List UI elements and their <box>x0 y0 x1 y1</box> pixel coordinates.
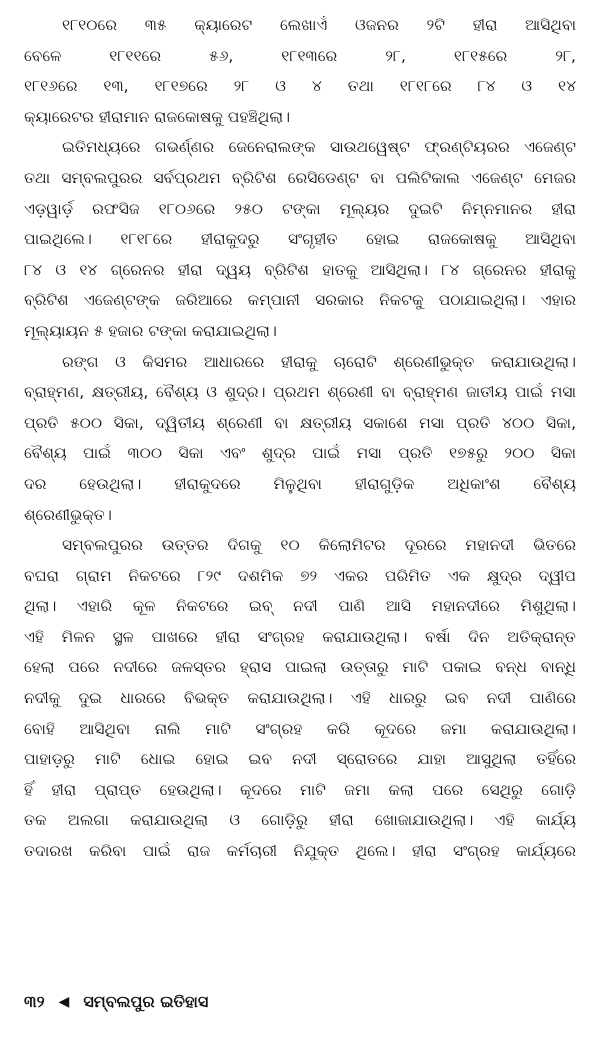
text-line: ବୈଶ୍ୟ ପାଇଁ ୩୦୦ ସିକା ଏବଂ ଶୁଦ୍ର ପାଇଁ ମସା ପ୍ରତି ୧୭୫ରୁ ୨୦୦ ସିକା <box>24 444 576 463</box>
paragraph-collection-site <box>24 530 576 867</box>
text-line: ବୋହି ଆସିଥିବା ନାଲି ମାଟି ସଂଗ୍ରହ କରି କୂଦରେ ଜମା କରାଯାଉଥିଲା। <box>24 719 576 738</box>
text-line: ସମ୍ବଲପୁରର ଉତ୍ତର ଦିଗକୁ ୧୦ କିଲୋମିଟର ଦୂରରେ ମହାନଦୀ ଭିତରେ <box>62 536 576 555</box>
text-line: ପାହାଡ଼ରୁ ମାଟି ଧୋଇ ହୋଇ ଇବ ନଦୀ ସ୍ରୋତରେ ଯାହା ଆସୁଥିଲା ତହିଁରେ <box>24 750 576 769</box>
page-number: ୩୨ <box>24 992 45 1011</box>
text-line: ପ୍ରତି ୫୦୦ ସିକା, ଦ୍ୱିତୀୟ ଶ୍ରେଣୀ ବା କ୍ଷତ୍ରୀୟ ସକାଶେ ମସା ପ୍ରତି ୪୦୦ ସିକା, <box>24 413 576 432</box>
paragraph-diamond-classes <box>24 347 576 531</box>
text-line: ୧୮୧୦ରେ ୩୫ କ୍ୟାରେଟ ଲେଖାଏଁ ଓଜନର ୨ଟି ହୀରା ଆସିଥିବା <box>62 16 576 34</box>
text-line: ୧୮୧୬ରେ ୧୩, ୧୮୧୭ରେ ୨୮ ଓ ୪ ତଥା ୧୮୧୮ରେ ୮୪ ଓ ୧୪ <box>24 77 576 96</box>
text-line: ବ୍ରାହ୍ମଣ, କ୍ଷତ୍ରୀୟ, ବୈଶ୍ୟ ଓ ଶୁଦ୍ର। ପ୍ରଥମ ଶ୍ରେଣୀ ବା ବ୍ରାହ୍ମଣ ଜାତୀୟ ପାଇଁ ମସା <box>24 383 576 402</box>
text-line: ୮୪ ଓ ୧୪ ଗ୍ରେନର ହୀରା ଦ୍ୱୟ ବ୍ରିଟିଶ ହାତକୁ ଆସିଥିଲା। ୮୪ ଗ୍ରେନର ହୀରାକୁ <box>24 260 576 279</box>
paragraph-british-agent <box>24 132 576 346</box>
text-line: ତଦାରଖ କରିବା ପାଇଁ ରାଜ କର୍ମଚାରୀ ନିଯୁକ୍ତ ଥିଲେ। ହୀରା ସଂଗ୍ରହ କାର୍ଯ୍ୟରେ <box>24 842 576 861</box>
text-line: ପାଇଥିଲେ। ୧୮୧୮ରେ ହୀରାକୁଦରୁ ସଂଗୃହୀତ ହୋଇ ରାଜକୋଷକୁ ଆସିଥିବା <box>24 230 576 249</box>
text-line: ଏଡ଼ୱାର୍ଡ଼ ରଫସିଜ ୧୮୦୬ରେ ୨୫୦ ଟଙ୍କା ମୂଲ୍ୟର ଦୁଇଟି ନିମ୍ନମାନର ହୀରା <box>24 199 576 218</box>
text-line: ରଙ୍ଗ ଓ କିସମର ଆଧାରରେ ହୀରାକୁ ଚାରୋଟି ଶ୍ରେଣୀଭୁକ୍ତ କରାଯାଉଥିଲା। <box>62 352 576 371</box>
text-line: ଏହି ମିଳନ ସ୍ଥଳ ପାଖରେ ହୀରା ସଂଗ୍ରହ କରାଯାଉଥିଲା। ବର୍ଷା ଦିନ ଅତିକ୍ରାନ୍ତ <box>24 627 576 646</box>
text-line: ବେଳେ ୧୮୧୧ରେ ୫୬, ୧୮୧୩ରେ ୨୮, ୧୮୧୫ରେ ୨୮, <box>24 46 576 65</box>
paragraph-diamond-arrivals <box>24 10 576 132</box>
triangle-left-icon: ◀ <box>58 994 70 1010</box>
text-line: ହିଁ ହୀରା ପ୍ରାପ୍ତ ହେଉଥିଲା। କୂଦରେ ମାଟି ଜମା କଲା ପରେ ସେଥିରୁ ଗୋଡ଼ି <box>24 780 576 799</box>
text-line: ମୂଲ୍ୟାୟନ ୫ ହଜାର ଟଙ୍କା କରାଯାଇଥିଲା। <box>24 321 277 340</box>
text-line: ବ୍ରିଟିଶ ଏଜେଣ୍ଟଙ୍କ ଜରିଆରେ କମ୍ପାନୀ ସରକାର ନିକଟକୁ ପଠାଯାଇଥିଲା। ଏହାର <box>24 291 576 310</box>
text-line: ନଦୀକୁ ଦୁଇ ଧାରରେ ବିଭକ୍ତ କରାଯାଉଥିଲା। ଏହି ଧାରରୁ ଇବ ନଦୀ ପାଣିରେ <box>24 689 576 708</box>
text-line: ଦର ହେଉଥିଲା। ହୀରାକୁଦରେ ମିଳୁଥିବା ହୀରାଗୁଡ଼ିକ ଅଧିକାଂଶ ବୈଶ୍ୟ <box>24 474 576 493</box>
text-line: ତକ ଅଲଗା କରାଯାଉଥିଲା ଓ ଗୋଡ଼ିରୁ ହୀରା ଖୋଜାଯାଉଥିଲା। ଏହି କାର୍ଯ୍ୟ <box>24 811 576 830</box>
running-title: ସମ୍ବଲପୁର ଇତିହାସ <box>83 992 209 1011</box>
page-footer <box>24 984 208 1020</box>
text-line: ଇତିମଧ୍ୟରେ ଗଭର୍ଣ୍ଣର ଜେନେରାଲଙ୍କ ସାଉଥୱେଷ୍ଟ ଫ୍ରଣ୍ଟିୟରର ଏଜେଣ୍ଟ <box>62 138 576 157</box>
body-text <box>24 10 576 867</box>
text-line: ତଥା ସମ୍ବଲପୁରର ସର୍ବପ୍ରଥମ ବ୍ରିଟିଶ ରେସିଡେଣ୍ଟ ବା ପଲିଟିକାଲ ଏଜେଣ୍ଟ ମେଜର <box>24 168 576 187</box>
text-line: ହେଲା ପରେ ନଦୀରେ ଜଳସ୍ତର ହ୍ରାସ ପାଇଲା ଉତ୍ତାରୁ ମାଟି ପକାଇ ବନ୍ଧ ବାନ୍ଧି <box>24 658 576 677</box>
text-line: ବଘରା ଗ୍ରାମ ନିକଟରେ ୮୨୯ ଦଶମିକ ୭୨ ଏକର ପରିମିତ ଏକ କ୍ଷୁଦ୍ର ଦ୍ୱୀପ <box>24 566 576 585</box>
text-line: କ୍ୟାରେଟର ହୀରାମାନ ରାଜକୋଷକୁ ପହଞ୍ଚିଥିଲା। <box>24 107 291 126</box>
text-line: ଥିଲା। ଏହାରି କୂଳ ନିକଟରେ ଇବ୍ ନଦୀ ପାଣି ଆସି ମହାନଦୀରେ ମିଶୁଥିଲା। <box>24 597 576 616</box>
text-line: ଶ୍ରେଣୀଭୁକ୍ତ। <box>24 505 112 524</box>
